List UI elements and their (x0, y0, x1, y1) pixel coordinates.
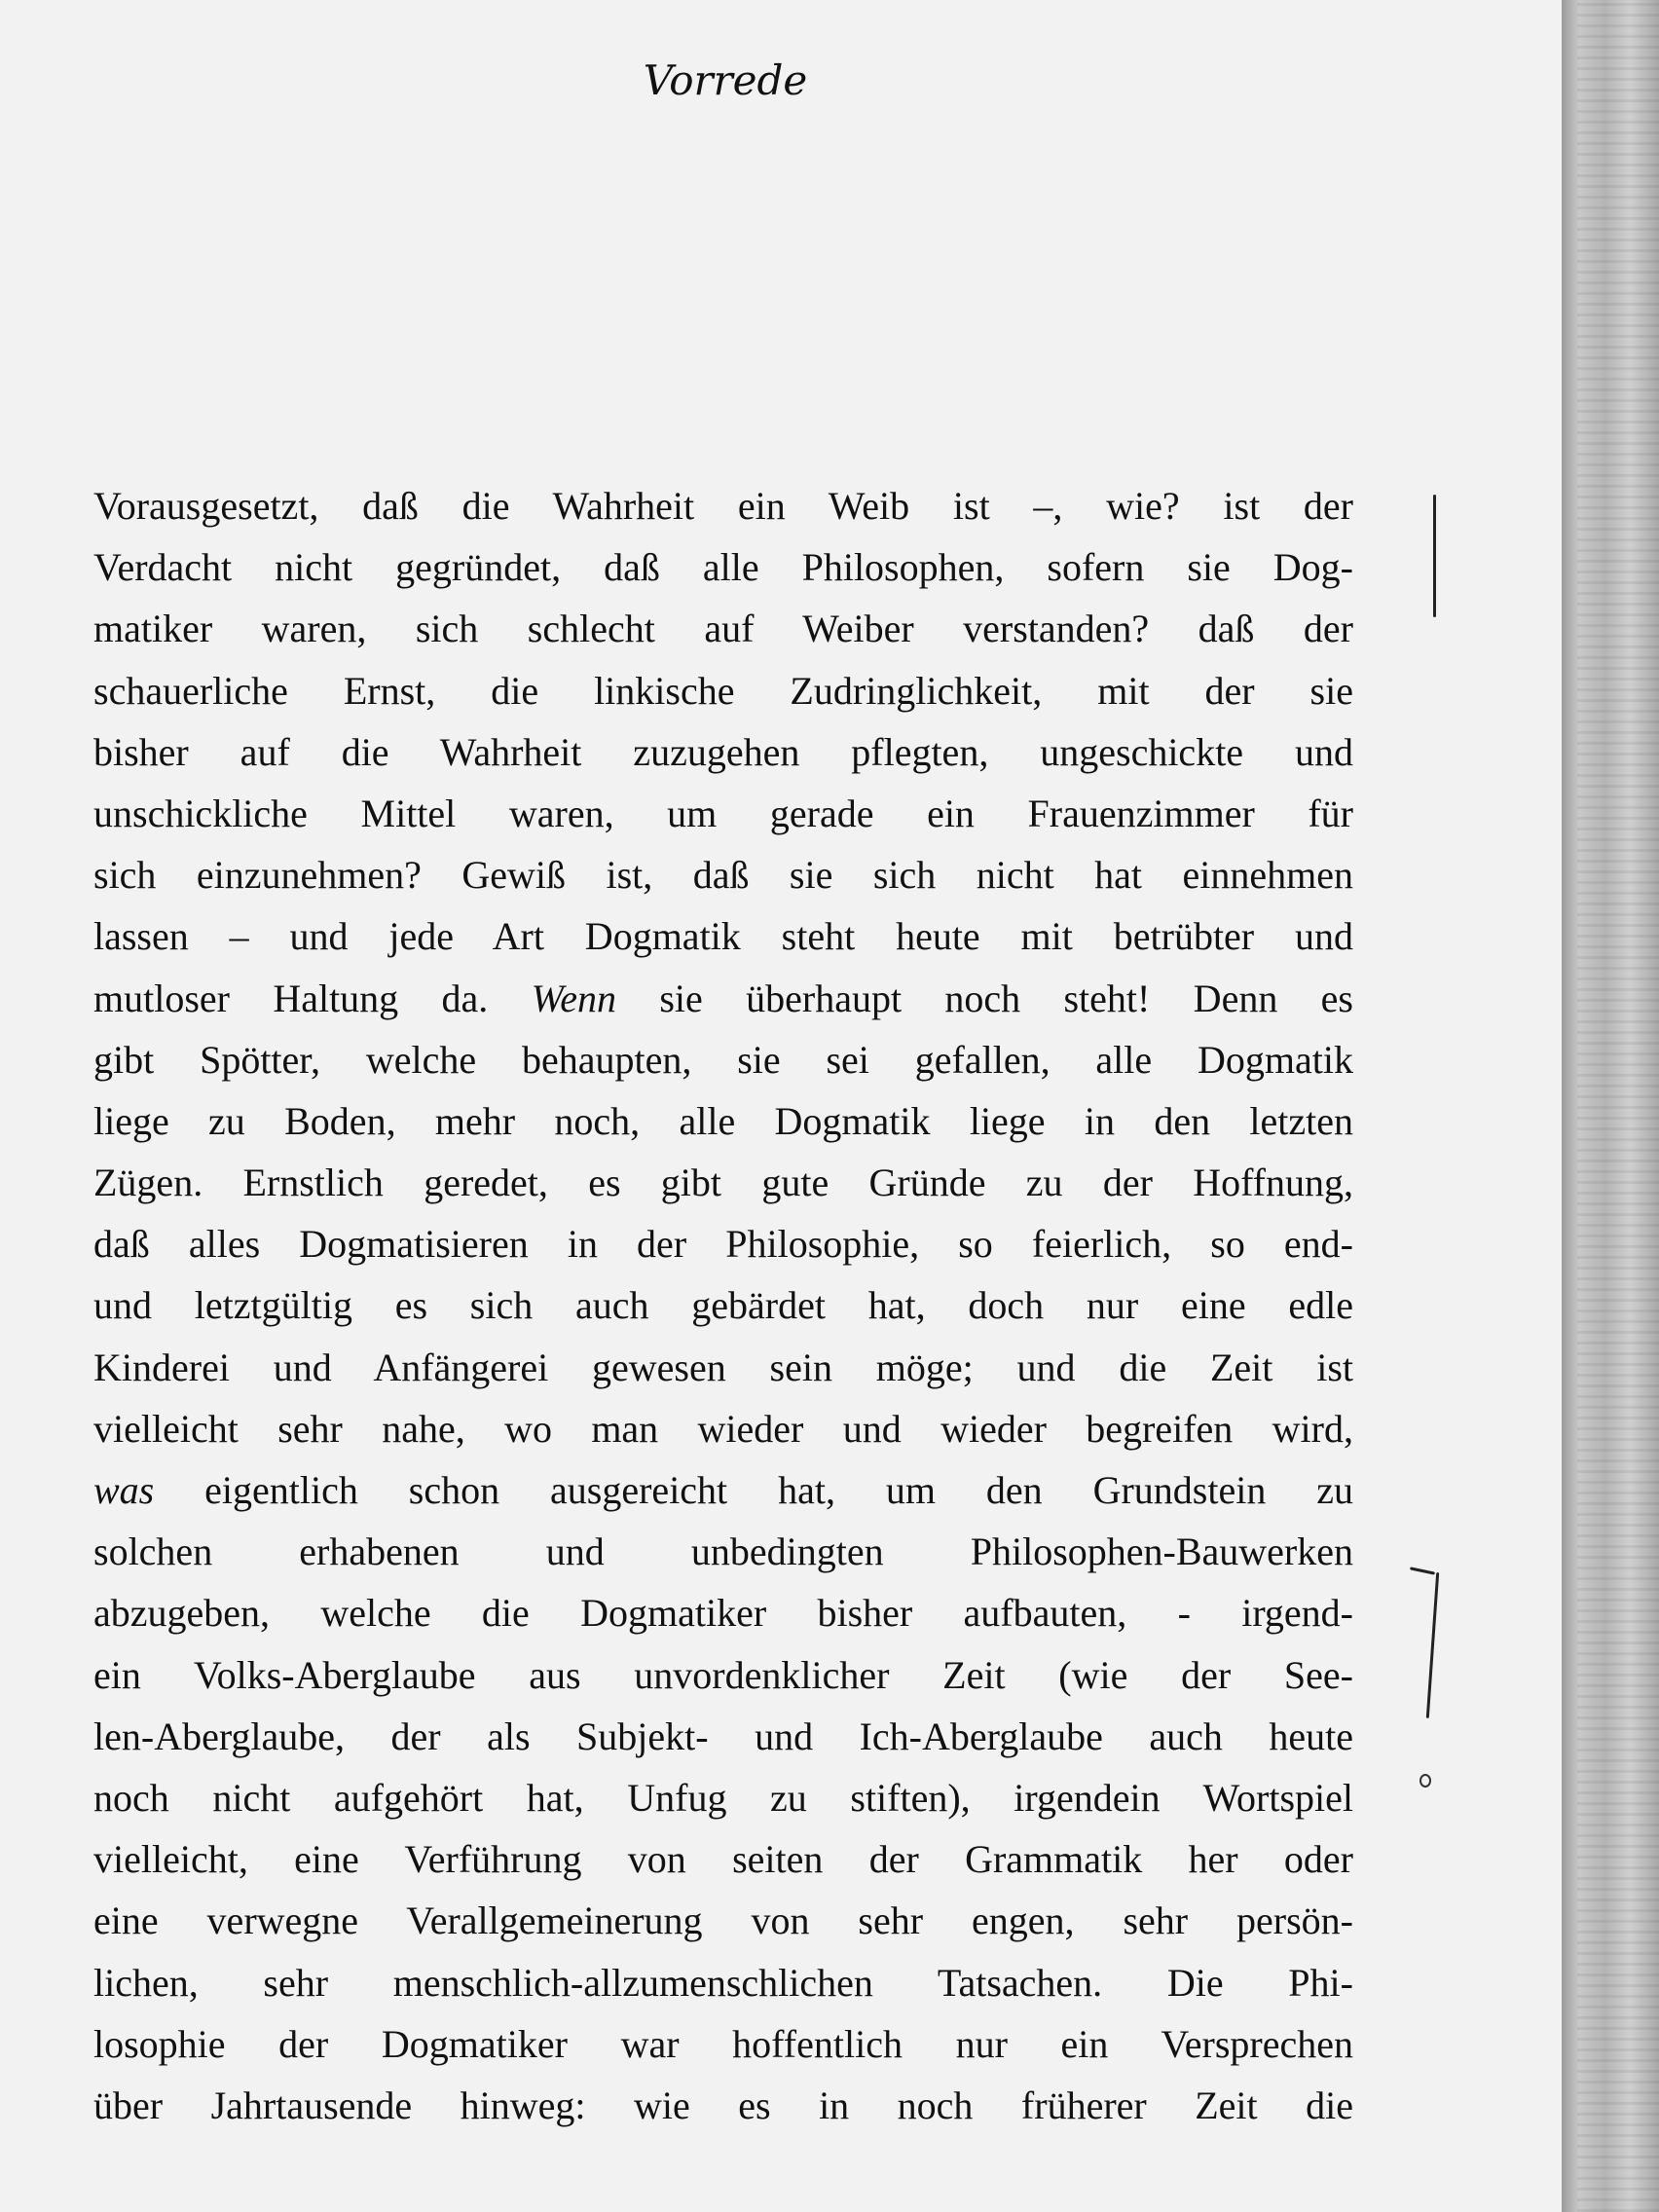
text-line: Zügen. Ernstlich geredet, es gibt gute Gründe zu der Hoffnung, (93, 1161, 1353, 1205)
text-line: schauerliche Ernst, die linkische Zudringlichkeit, mit der sie (93, 668, 1353, 713)
pencil-bracket-top (1410, 1567, 1435, 1574)
text-line: len-Aberglaube, der als Subjekt- und Ich-Aberglaube auch heute (93, 1714, 1353, 1758)
text-segment: sie überhaupt noch steht! Denn es (616, 976, 1353, 1020)
text-line: abzugeben, welche die Dogmatiker bisher aufbauten, - irgend- (93, 1591, 1353, 1636)
text-line (93, 968, 1353, 1029)
text-line: solchen erhabenen und unbedingten Philosophen-Bauwerken (93, 1530, 1353, 1574)
text-line: ein Volks-Aberglaube aus unvordenklicher Zeit (wie der See- (93, 1652, 1353, 1697)
text-line: vielleicht, eine Verführung von seiten der Grammatik her oder (93, 1837, 1353, 1882)
body-paragraph (93, 475, 1353, 2136)
text-line: eine verwegne Verallgemeinerung von sehr engen, sehr persön- (93, 1899, 1353, 1943)
text-segment: mutloser Haltung da. (93, 976, 532, 1020)
text-segment: eigentlich schon ausgereicht hat, um den Grundstein zu (154, 1468, 1353, 1512)
text-line: bisher auf die Wahrheit zuzugehen pflegten, ungeschickte und (93, 729, 1353, 774)
text-line: vielleicht sehr nahe, wo man wieder und wieder begreifen wird, (93, 1406, 1353, 1451)
text-line: noch nicht aufgehört hat, Unfug zu stiften), irgendein Wortspiel (93, 1775, 1353, 1820)
text-line: über Jahrtausende hinweg: wie es in noch früherer Zeit die (93, 2083, 1353, 2127)
text-line (93, 1459, 1353, 1521)
text-line: losophie der Dogmatiker war hoffentlich nur ein Versprechen (93, 2021, 1353, 2066)
text-line: gibt Spötter, welche behaupten, sie sei gefallen, alle Dogmatik (93, 1037, 1353, 1082)
text-line: lassen – und jede Art Dogmatik steht heute mit betrübter und (93, 914, 1353, 959)
text-line: und letztgültig es sich auch gebärdet hat, doch nur eine edle (93, 1283, 1353, 1328)
pencil-margin-mark (1426, 1572, 1439, 1718)
text-line: daß alles Dogmatisieren in der Philosophie, so feierlich, so end- (93, 1222, 1353, 1267)
pencil-margin-mark (1433, 495, 1436, 617)
text-line: Vorausgesetzt, daß die Wahrheit ein Weib ist –, wie? ist der (93, 484, 1353, 528)
text-line: matiker waren, sich schlecht auf Weiber verstanden? daß der (93, 607, 1353, 651)
text-line: unschickliche Mittel waren, um gerade ein Frauenzimmer für (93, 791, 1353, 835)
text-line: Kinderei und Anfängerei gewesen sein möge; und die Zeit ist (93, 1345, 1353, 1389)
page-stack-edge (1577, 0, 1659, 2212)
text-line: sich einzunehmen? Gewiß ist, daß sie sich nicht hat einnehmen (93, 853, 1353, 898)
emphasis: Wenn (531, 976, 617, 1020)
text-line: lichen, sehr menschlich-allzumenschlichen Tatsachen. Die Phi- (93, 1960, 1353, 2005)
emphasis: was (93, 1468, 155, 1512)
page-title: Vorrede (643, 56, 808, 104)
text-line: liege zu Boden, mehr noch, alle Dogmatik liege in den letzten (93, 1098, 1353, 1143)
pencil-dot-mark (1419, 1774, 1431, 1788)
text-line: Verdacht nicht gegründet, daß alle Philosophen, sofern sie Dog- (93, 545, 1353, 590)
